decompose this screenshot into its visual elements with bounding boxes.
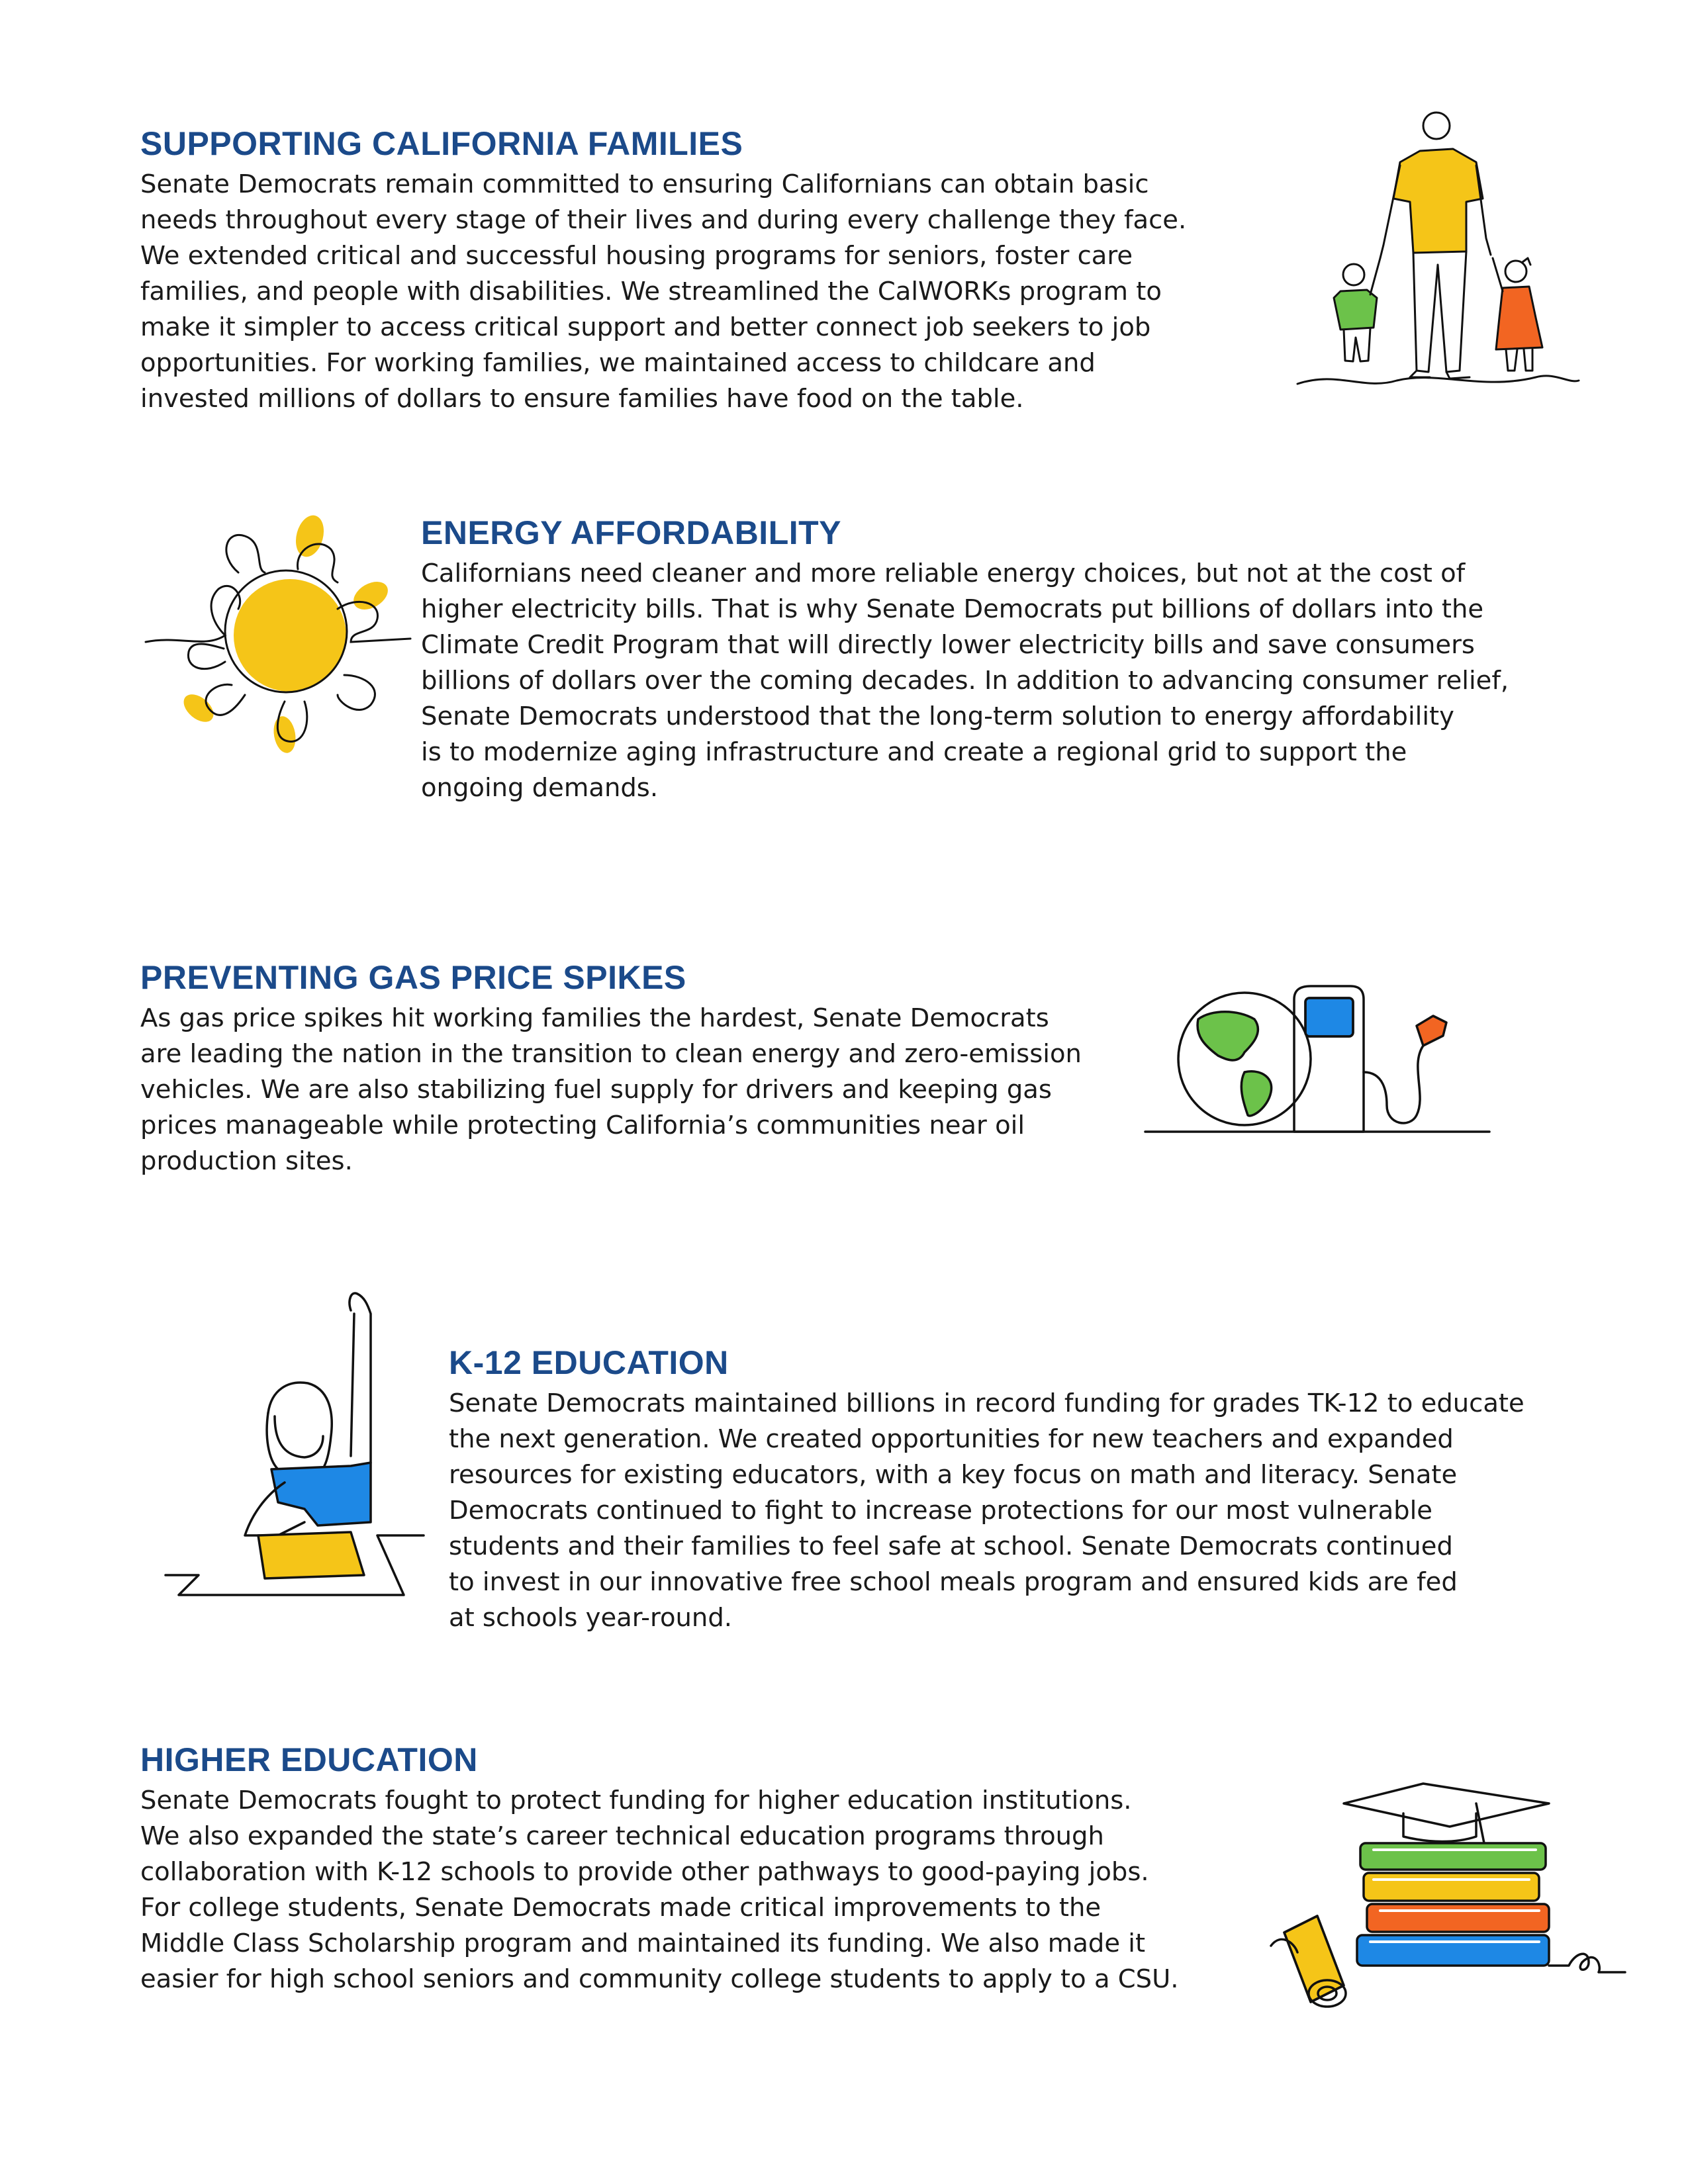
body-line: billions of dollars over the coming decades. In addition to advancing consumer relief, [421, 666, 1509, 696]
section-body [140, 1001, 1133, 1179]
body-line: We extended critical and successful housing programs for seniors, foster care [140, 241, 1133, 271]
body-line: We also expanded the state’s career technical education programs through [140, 1821, 1104, 1851]
body-line: resources for existing educators, with a key focus on math and literacy. Senate [449, 1460, 1458, 1490]
body-line: is to modernize aging infrastructure and create a regional grid to support the [421, 737, 1407, 767]
body-line: easier for high school seniors and community college students to apply to a CSU. [140, 1964, 1179, 1994]
body-line: higher electricity bills. That is why Senate Democrats put billions of dollars into the [421, 594, 1484, 624]
body-line: invested millions of dollars to ensure families have food on the table. [140, 384, 1024, 414]
body-line: collaboration with K-12 schools to provide other pathways to good-paying jobs. [140, 1857, 1149, 1887]
section-title: SUPPORTING CALIFORNIA FAMILIES [140, 125, 743, 162]
graduation-books-icon [1258, 1774, 1628, 2012]
body-line: at schools year-round. [449, 1603, 732, 1633]
section-k12-education [449, 1343, 1640, 1636]
body-line: As gas price spikes hit working families the hardest, Senate Democrats [140, 1003, 1049, 1033]
section-energy-affordability [421, 514, 1613, 806]
globe-and-gas-pump-icon [1132, 973, 1503, 1145]
section-title: K-12 EDUCATION [449, 1344, 729, 1381]
student-raising-hand-icon [152, 1284, 430, 1608]
body-line: are leading the nation in the transition to clean energy and zero-emission [140, 1039, 1082, 1069]
family-walking-icon [1284, 99, 1582, 404]
body-line: the next generation. We created opportunities for new teachers and expanded [449, 1424, 1454, 1454]
body-line: Democrats continued to fight to increase protections for our most vulnerable [449, 1496, 1432, 1525]
body-line: Middle Class Scholarship program and maintained its funding. We also made it [140, 1929, 1146, 1958]
body-line: For college students, Senate Democrats made critical improvements to the [140, 1893, 1102, 1923]
section-body [140, 1783, 1305, 1997]
body-line: ongoing demands. [421, 773, 659, 803]
section-title: ENERGY AFFORDABILITY [421, 514, 842, 551]
section-body [449, 1386, 1640, 1636]
section-higher-education [140, 1741, 1305, 1997]
body-line: Senate Democrats remain committed to ensuring Californians can obtain basic [140, 169, 1149, 199]
body-line: Senate Democrats understood that the long-term solution to energy affordability [421, 702, 1454, 731]
body-line: make it simpler to access critical support and better connect job seekers to job [140, 312, 1151, 342]
body-line: families, and people with disabilities. We streamlined the CalWORKs program to [140, 277, 1162, 306]
body-line: needs throughout every stage of their lives and during every challenge they face. [140, 205, 1187, 235]
body-line: vehicles. We are also stabilizing fuel supply for drivers and keeping gas [140, 1075, 1052, 1105]
section-title: HIGHER EDUCATION [140, 1741, 478, 1778]
body-line: students and their families to feel safe at school. Senate Democrats continued [449, 1531, 1453, 1561]
section-supporting-families [140, 124, 1319, 417]
sun-icon [139, 510, 417, 761]
body-line: production sites. [140, 1146, 353, 1176]
body-line: Senate Democrats maintained billions in record funding for grades TK-12 to educate [449, 1388, 1524, 1418]
body-line: Climate Credit Program that will directly lower electricity bills and save consumers [421, 630, 1475, 660]
section-title: PREVENTING GAS PRICE SPIKES [140, 959, 686, 996]
section-body [140, 167, 1319, 417]
body-line: Californians need cleaner and more reliable energy choices, but not at the cost of [421, 559, 1466, 588]
section-body [421, 556, 1613, 806]
body-line: to invest in our innovative free school meals program and ensured kids are fed [449, 1567, 1458, 1597]
body-line: opportunities. For working families, we maintained access to childcare and [140, 348, 1096, 378]
body-line: Senate Democrats fought to protect funding for higher education institutions. [140, 1786, 1132, 1815]
body-line: prices manageable while protecting California’s communities near oil [140, 1111, 1025, 1140]
section-gas-price-spikes [140, 958, 1133, 1179]
